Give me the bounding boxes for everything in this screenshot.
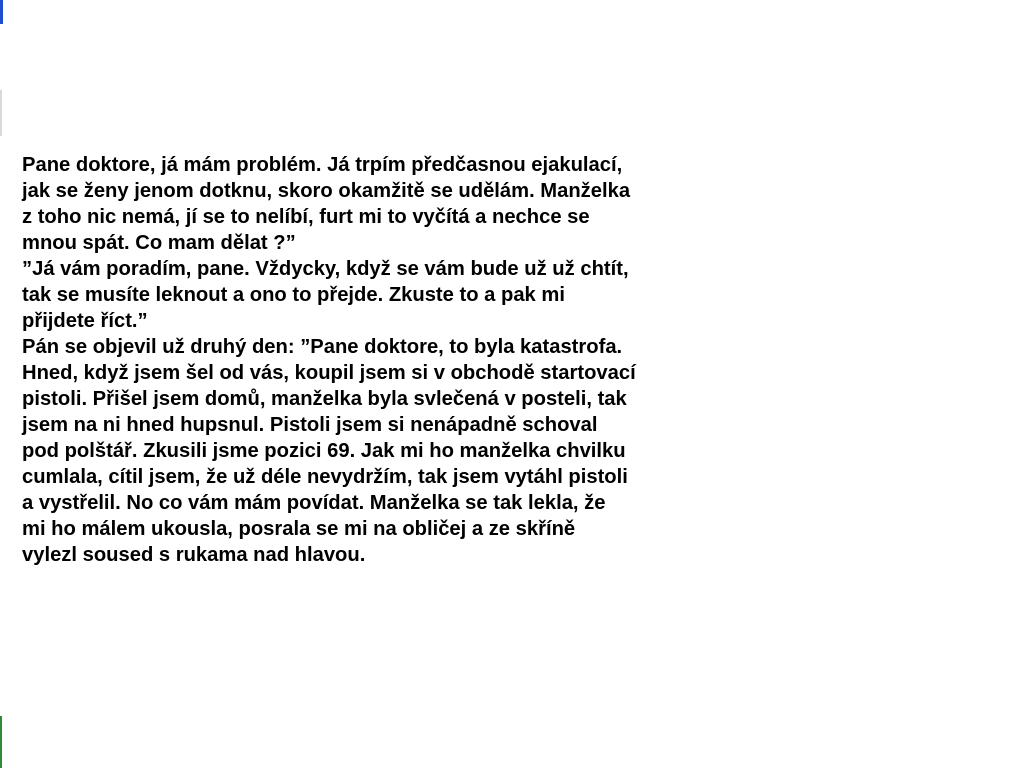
story-line: pod polštář. Zkusili jsme pozici 69. Jak mi ho manželka chvilku <box>22 440 626 462</box>
story-line: pistoli. Přišel jsem domů, manželka byla svlečená v posteli, tak <box>22 388 627 410</box>
left-edge-green-marker <box>0 716 2 768</box>
story-line: z toho nic nemá, jí se to nelíbí, furt mi to vyčítá a nechce se <box>22 206 590 228</box>
story-line: mnou spát. Co mam dělat ?” <box>22 232 296 254</box>
story-line: a vystřelil. No co vám mám povídat. Manželka se tak lekla, že <box>22 492 606 514</box>
left-edge-gray-marker <box>0 90 2 136</box>
story-line: mi ho málem ukousla, posrala se mi na obličej a ze skříně <box>22 518 576 540</box>
story-line: Hned, když jsem šel od vás, koupil jsem si v obchodě startovací <box>22 362 636 384</box>
left-edge-blue-marker <box>0 0 3 24</box>
story-line: jsem na ni hned hupsnul. Pistoli jsem si nenápadně schoval <box>22 414 598 436</box>
story-line: Pán se objevil už druhý den: ”Pane doktore, to byla katastrofa. <box>22 336 623 358</box>
story-line: jak se ženy jenom dotknu, skoro okamžitě se udělám. Manželka <box>22 180 631 202</box>
story-text <box>22 152 722 568</box>
story-line: Pane doktore, já mám problém. Já trpím předčasnou ejakulací, <box>22 154 623 176</box>
story-line: ”Já vám poradím, pane. Vždycky, když se vám bude už už chtít, <box>22 258 629 280</box>
story-line: přijdete říct.” <box>22 310 148 332</box>
story-line: vylezl soused s rukama nad hlavou. <box>22 544 366 566</box>
story-line: cumlala, cítil jsem, že už déle nevydržím, tak jsem vytáhl pistoli <box>22 466 628 488</box>
story-line: tak se musíte leknout a ono to přejde. Zkuste to a pak mi <box>22 284 565 306</box>
